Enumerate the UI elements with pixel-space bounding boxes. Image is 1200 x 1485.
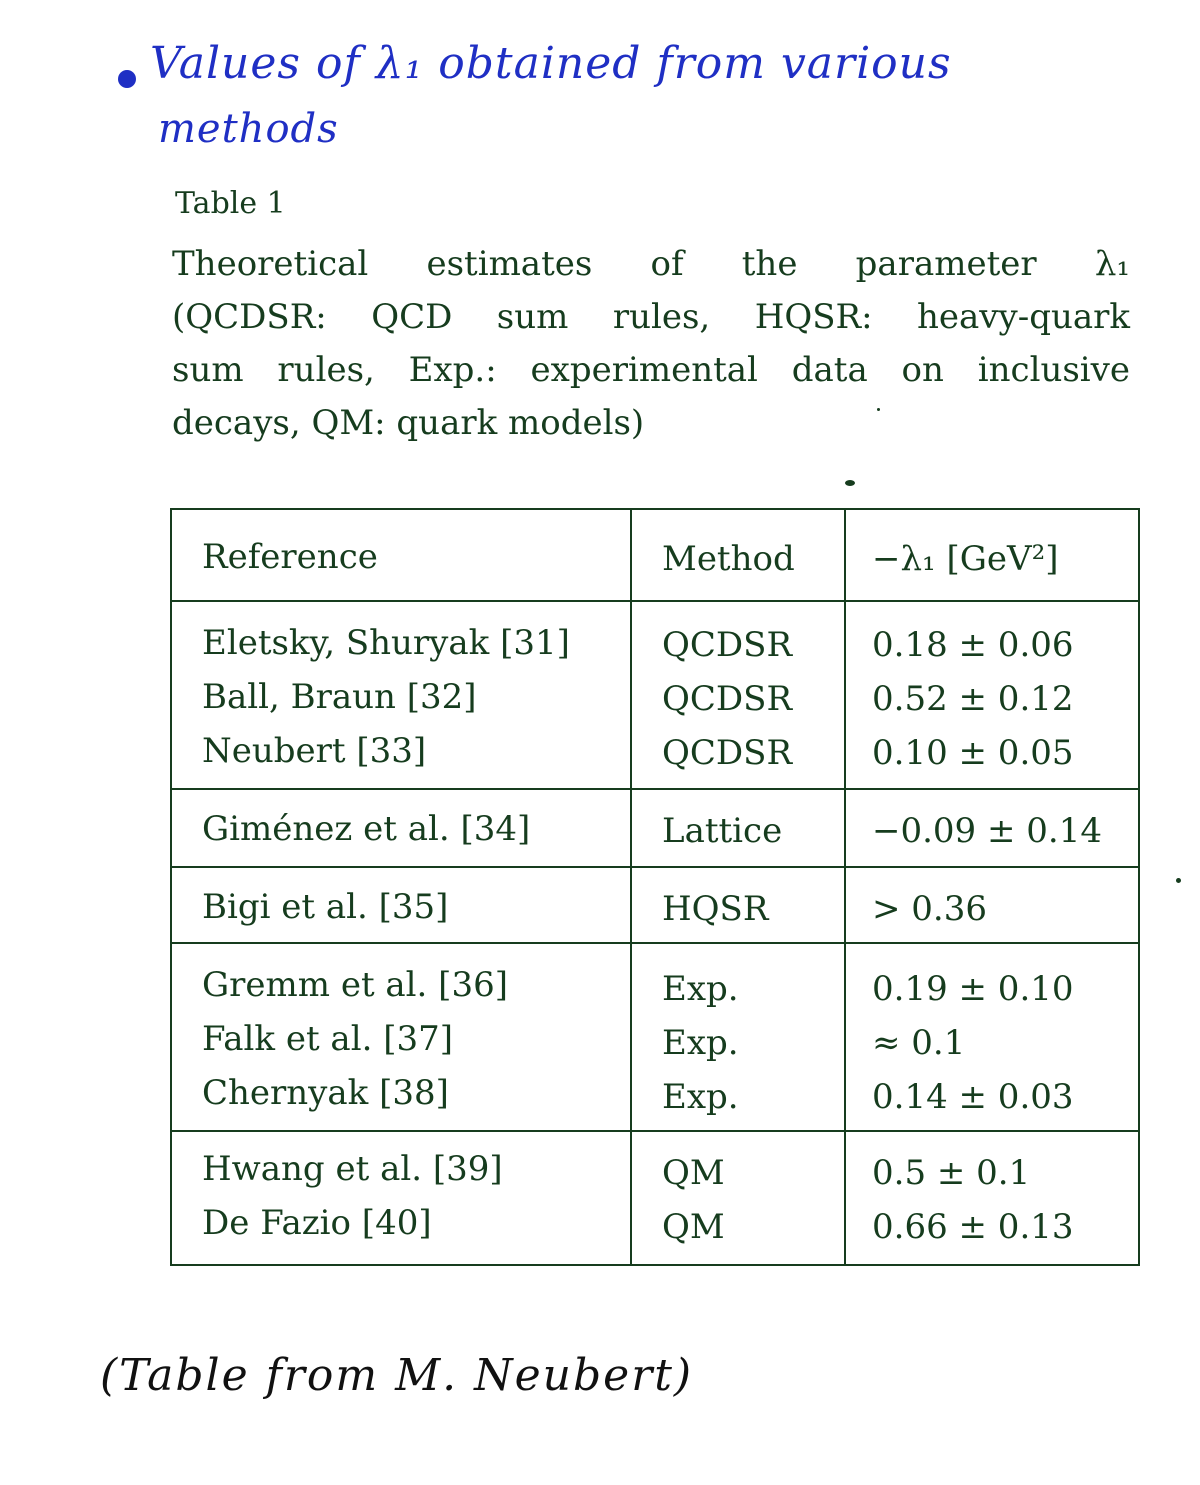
cell-method: Exp. <box>662 1077 739 1117</box>
cell-method: Exp. <box>662 1023 739 1063</box>
caption-line: sum rules, Exp.: experimental data on inclusive <box>172 350 1130 390</box>
cell-method: QCDSR <box>662 733 793 773</box>
row-divider <box>172 600 1138 602</box>
cell-method: HQSR <box>662 889 769 929</box>
scan-speck <box>877 408 880 411</box>
cell-value: 0.52 ± 0.12 <box>872 679 1074 719</box>
cell-method: QCDSR <box>662 679 793 719</box>
cell-value: ≈ 0.1 <box>872 1023 966 1063</box>
caption-line: decays, QM: quark models) <box>172 403 645 443</box>
row-divider <box>172 1130 1138 1132</box>
cell-value: 0.18 ± 0.06 <box>872 625 1074 665</box>
handwritten-note-line-1: Values of λ₁ obtained from various <box>150 38 952 89</box>
cell-method: Exp. <box>662 969 739 1009</box>
cell-value: > 0.36 <box>872 889 987 929</box>
caption-line: Theoretical estimates of the parameter λ₁ <box>172 244 1130 284</box>
cell-reference: Gremm et al. [36] <box>202 965 508 1005</box>
table-caption <box>172 238 1130 450</box>
scan-speck <box>1176 878 1181 883</box>
column-divider <box>844 510 846 1264</box>
cell-reference: Hwang et al. [39] <box>202 1149 503 1189</box>
column-divider <box>630 510 632 1264</box>
cell-value: 0.19 ± 0.10 <box>872 969 1074 1009</box>
cell-reference: Chernyak [38] <box>202 1073 449 1113</box>
row-divider <box>172 788 1138 790</box>
cell-reference: Falk et al. [37] <box>202 1019 453 1059</box>
cell-reference: Bigi et al. [35] <box>202 887 449 927</box>
row-divider <box>172 866 1138 868</box>
row-divider <box>172 942 1138 944</box>
cell-reference: Eletsky, Shuryak [31] <box>202 623 570 663</box>
cell-value: 0.66 ± 0.13 <box>872 1207 1074 1247</box>
handwritten-note-line-2: methods <box>158 106 339 152</box>
caption-line: (QCDSR: QCD sum rules, HQSR: heavy-quark <box>172 297 1130 337</box>
header-reference: Reference <box>202 537 378 577</box>
handwritten-source-note: (Table from M. Neubert) <box>100 1350 694 1401</box>
cell-value: 0.5 ± 0.1 <box>872 1153 1031 1193</box>
cell-reference: De Fazio [40] <box>202 1203 432 1243</box>
cell-reference: Neubert [33] <box>202 731 427 771</box>
bullet-dot <box>118 70 136 88</box>
table-label: Table 1 <box>175 186 286 221</box>
cell-method: QM <box>662 1207 725 1247</box>
cell-method: QM <box>662 1153 725 1193</box>
header-value: −λ₁ [GeV²] <box>872 539 1059 579</box>
header-method: Method <box>662 539 795 579</box>
scan-speck <box>845 480 855 486</box>
cell-reference: Giménez et al. [34] <box>202 809 531 849</box>
cell-reference: Ball, Braun [32] <box>202 677 477 717</box>
cell-method: Lattice <box>662 811 783 851</box>
cell-value: 0.14 ± 0.03 <box>872 1077 1074 1117</box>
results-table <box>170 508 1140 1266</box>
cell-value: 0.10 ± 0.05 <box>872 733 1074 773</box>
cell-method: QCDSR <box>662 625 793 665</box>
cell-value: −0.09 ± 0.14 <box>872 811 1102 851</box>
